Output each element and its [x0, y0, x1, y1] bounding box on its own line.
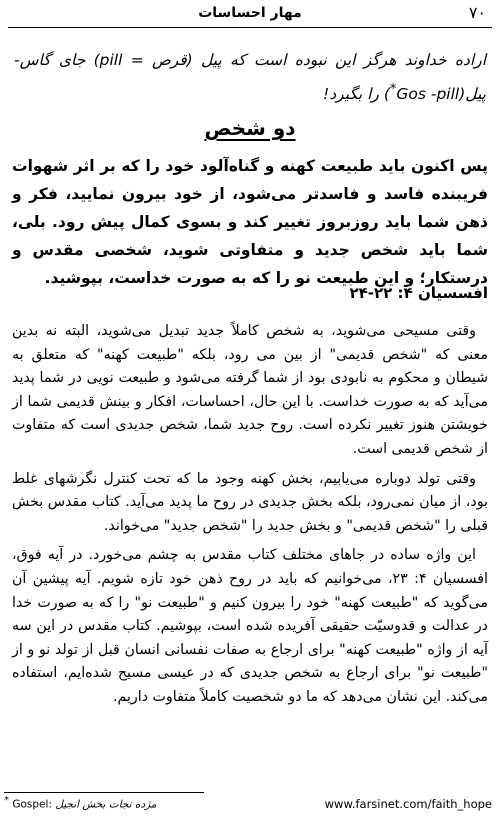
intro-sentence	[14, 46, 486, 109]
intro-text-after: ) را بگیرد!	[322, 85, 390, 104]
body-paragraph: این واژه ساده در جاهای مختلف کتاب مقدس به چشم می‌خورد. در آیه فوق، افسسیان ۴: ۲۳، می‌خوانیم که باید در روح ذهن خود تازه شویم. آیه پیشین آن می‌گوید که "طبیعت کهنه" خود را بیرون کنیم و "طبیعت نو" را که به صورت خدا در عدالت و قدوسیّت حقیقی آفریده شده است، بپوشیم. کتاب مقدس در این سه آیه از واژه "طبیعت کهنه" برای ارجاع به صفات نفسانی انسان قبل از تولد نو و از "طبیعت نو" برای ارجاع به شخص جدیدی که در عیسی مسیح شده‌ایم، استفاده می‌کند. این نشان می‌دهد که ما دو شخصیت کاملاً متفاوت داریم.	[12, 547, 488, 705]
intro-pill-equation: pill = قرص	[99, 51, 187, 69]
scripture-reference: افسسیان ۴: ۲۲-۲۴	[349, 284, 488, 302]
section-heading	[0, 116, 500, 140]
footnote-mark: *	[4, 795, 9, 806]
intro-text-middle: ) جای گاس- پیل(	[14, 51, 486, 104]
page-number: ٧٠	[468, 3, 486, 22]
footnote-text: مژده نجات بخش انجیل	[55, 798, 157, 811]
running-title: مهار احساسات	[198, 5, 302, 21]
intro-text-before: اراده خداوند هرگز این نبوده است که پیل (	[186, 51, 487, 69]
website-url[interactable]: www.farsinet.com/faith_hope	[324, 797, 492, 811]
page-header	[8, 3, 492, 28]
body-paragraph: وقتی مسیحی می‌شوید، به شخص کاملاً جدید تبدیل می‌شوید، البته نه بدین معنی که "شخص قدیمی" از بین می رود، بلکه "طبیعت کهنه" که متعلق به شیطان و محکوم به نابودی بود از شما گرفته می‌شود و طبیعت نویی در شما پدید می‌آید که به صورت خداست. با این حال، احساسات، افکار و بینش قدیمی شما از خویشتن هنوز تغییر نکرده است. روح جدید شما، شخص جدیدی است که متفاوت از شخص قدیمی است.	[12, 323, 488, 457]
footnote-divider	[4, 792, 204, 793]
section-heading-text: دو شخص	[204, 116, 296, 140]
body-text	[12, 320, 488, 716]
footnote	[4, 795, 157, 811]
intro-gos-pill: Gos -pill	[396, 85, 460, 104]
scripture-quote: پس اکنون باید طبیعت کهنه و گناه‌آلود خود را که بر اثر شهوات فریبنده فاسد و فاسدتر می‌شود، از خود بیرون نمایید، فکر و ذهن شما باید روزبروز تغییر کند و بسوی کمال پیش رود. بلی، شما باید شخص جدید و متفاوتی شوید، شخصی مقدس و درستکار؛ و این طبیعت نو را که به صورت خداست، بپوشید.	[12, 157, 488, 287]
footnote-label: Gospel:	[12, 798, 52, 811]
footnote-marker: *	[389, 82, 397, 97]
body-paragraph: وقتی تولد دوباره می‌یابیم، بخش کهنه وجود ما که تحت کنترل نگرشهای غلط بود، از میان نمی‌رود، بلکه بخش جدیدی در روح ما پدید می‌آید. کتاب مقدس بخش قبلی را "شخص قدیمی" و بخش جدید را "شخص جدید" می‌خواند.	[12, 470, 488, 534]
